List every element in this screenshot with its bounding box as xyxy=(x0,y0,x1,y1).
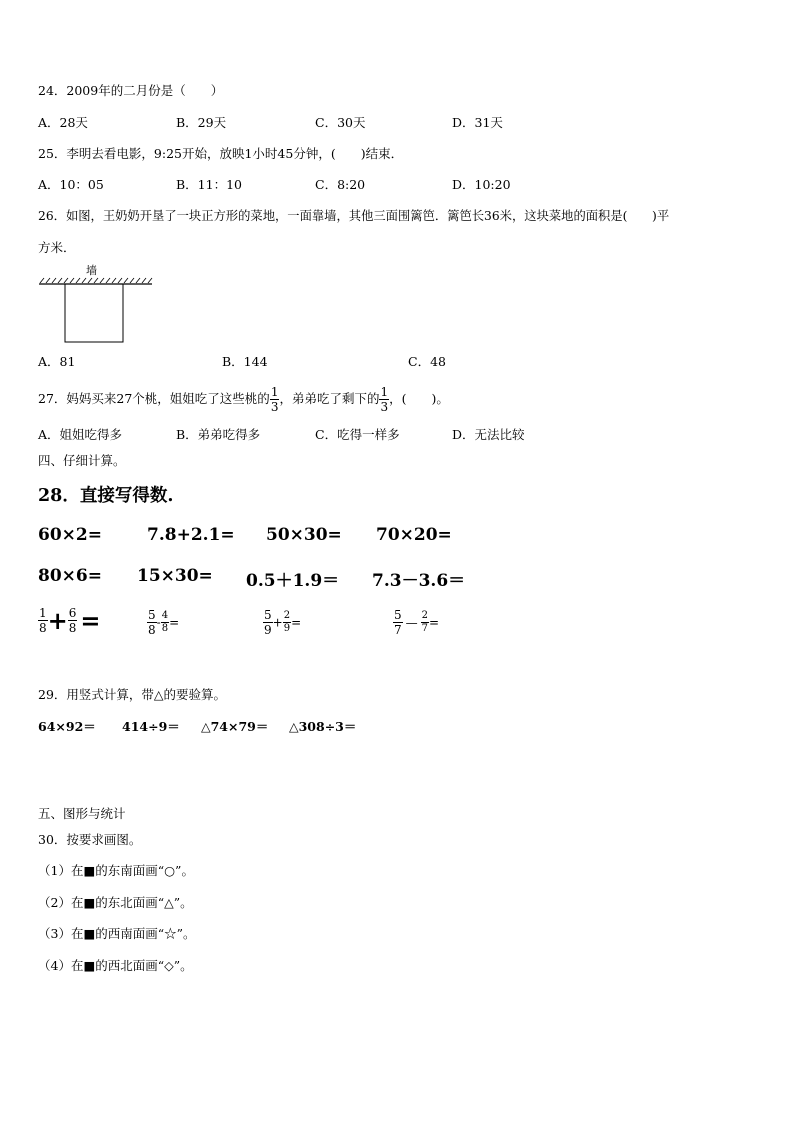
q27-option-d: D．无法比较 xyxy=(452,427,525,442)
q27-option-b: B．弟弟吃得多 xyxy=(176,427,261,442)
q28-fraction-1: $\frac{1}{8}$ + $\frac{6}{8}$ = xyxy=(39,606,101,635)
q28-r1-c1: 60×2= xyxy=(38,525,102,545)
section-5-heading: 五、图形与统计 xyxy=(38,806,126,821)
q25-option-d: D．10:20 xyxy=(452,177,511,192)
q27-stem-part-b: ，弟弟吃了剩下的 xyxy=(279,391,380,406)
q30-item-1: （1）在■的东南面画“○”。 xyxy=(38,863,194,878)
q28-r2-c4: 7.3－3.6＝ xyxy=(372,571,466,591)
q28-r2-c2: 15×30= xyxy=(137,566,213,586)
q29-item-4: △308÷3＝ xyxy=(289,719,357,734)
q30-stem: 30．按要求画图。 xyxy=(38,832,142,847)
fraction-one-third: $\frac{1}{3}$ xyxy=(380,385,389,414)
q26-figure xyxy=(38,262,154,346)
q25-stem: 25．李明去看电影，9:25开始，放映1小时45分钟，( )结束． xyxy=(38,146,404,161)
q30-item-3: （3）在■的西南面画“☆”。 xyxy=(38,926,196,941)
q24-stem: 24．2009年的二月份是（ ） xyxy=(38,83,224,98)
q25-option-a: A．10：05 xyxy=(38,177,104,192)
q24-option-a: A．28天 xyxy=(38,115,88,130)
q27-option-a: A．姐姐吃得多 xyxy=(38,427,123,442)
q28-title: 28．直接写得数. xyxy=(38,486,174,506)
q29-stem: 29．用竖式计算，带△的要验算。 xyxy=(38,687,227,702)
fraction-one-third: $\frac{1}{3}$ xyxy=(270,385,279,414)
q26-option-c: C．48 xyxy=(408,354,446,369)
q28-r2-c3: 0.5＋1.9＝ xyxy=(246,571,340,591)
wall-label: 墙 xyxy=(86,264,97,277)
q25-option-c: C．8:20 xyxy=(315,177,366,192)
q28-r1-c4: 70×20= xyxy=(376,525,452,545)
q27-stem xyxy=(38,381,449,417)
q28-r1-c3: 50×30= xyxy=(266,525,342,545)
q29-item-3: △74×79＝ xyxy=(201,719,269,734)
square-plot-diagram xyxy=(38,262,154,346)
q26-option-b: B．144 xyxy=(222,354,268,369)
q30-item-2: （2）在■的东北面画“△”。 xyxy=(38,895,193,910)
q29-item-1: 64×92＝ xyxy=(38,719,96,734)
q29-item-2: 414÷9＝ xyxy=(122,719,180,734)
q30-item-4: （4）在■的西北面画“◇”。 xyxy=(38,958,193,973)
section-4-heading: 四、仔细计算。 xyxy=(38,453,126,468)
q28-fraction-2: $\frac{5}{8}$ - $\frac{4}{8}$ = xyxy=(148,608,180,637)
q26-stem-line2: 方米． xyxy=(38,240,76,255)
q28-fraction-4: $\frac{5}{7}$ — $\frac{2}{7}$ = xyxy=(394,608,440,637)
q26-stem-line1: 26．如图，王奶奶开垦了一块正方形的菜地，一面靠墙，其他三面围篱笆．篱笆长36米，这块菜地的面积是( )平 xyxy=(38,209,670,223)
q25-option-b: B．11：10 xyxy=(176,177,242,192)
q27-option-c: C．吃得一样多 xyxy=(315,427,400,442)
q26-option-a: A．81 xyxy=(38,354,76,369)
q27-stem-part-a: 27．妈妈买来27个桃，姐姐吃了这些桃的 xyxy=(38,391,270,406)
q27-stem-part-c: ，( )。 xyxy=(389,391,449,406)
q28-r1-c2: 7.8+2.1= xyxy=(147,525,235,545)
q28-r2-c1: 80×6= xyxy=(38,566,102,586)
q24-option-c: C．30天 xyxy=(315,115,366,130)
q24-option-b: B．29天 xyxy=(176,115,227,130)
q24-option-d: D．31天 xyxy=(452,115,503,130)
q28-fraction-3: $\frac{5}{9}$ + $\frac{2}{9}$ = xyxy=(264,608,302,637)
